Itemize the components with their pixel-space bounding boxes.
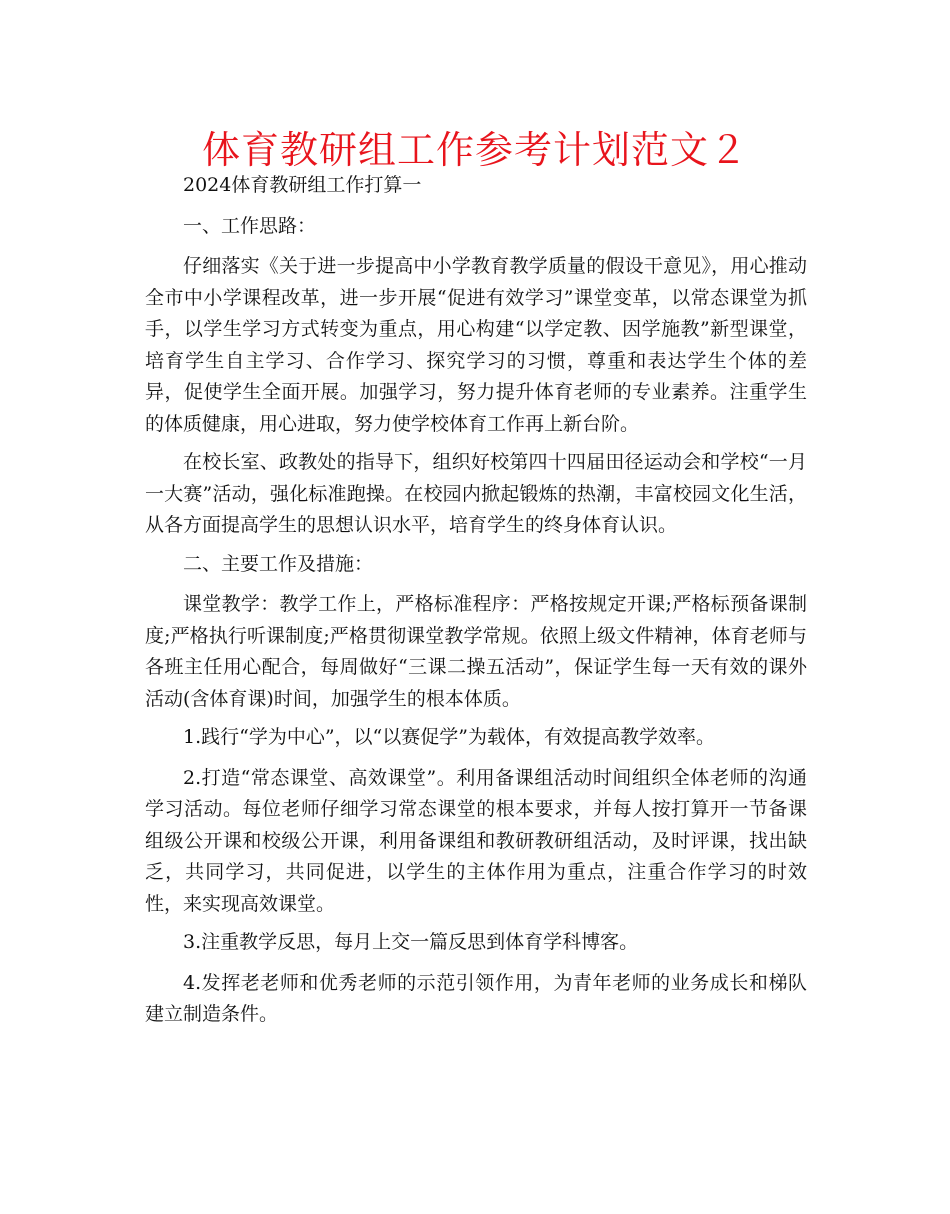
paragraph-list-item: 2.打造“常态课堂、高效课堂”。利用备课组活动时间组织全体老师的沟通学习活动。每位老师仔细学习常态课堂的根本要求，并每人按打算开一节备课组级公开课和校级公开课，利用备课组和教研教研组活动，及时评课，找出缺乏，共同学习，共同促进，以学生的主体作用为重点，注重合作学习的时效性，来实现高效课堂。: [145, 766, 807, 915]
paragraph: 仔细落实《关于进一步提高中小学教育教学质量的假设干意见》，用心推动全市中小学课程改革，进一步开展“促进有效学习”课堂变革，以常态课堂为抓手，以学生学习方式转变为重点，用心构建“以学定教、因学施教”新型课堂，培育学生自主学习、合作学习、探究学习的习惯，尊重和表达学生个体的差异，促使学生全面开展。加强学习，努力提升体育老师的专业素养。注重学生的体质健康，用心进取，努力使学校体育工作再上新台阶。: [145, 255, 807, 435]
paragraph: 课堂教学：教学工作上，严格标准程序：严格按规定开课;严格标预备课制度;严格执行听课制度;严格贯彻课堂教学常规。依照上级文件精神，体育老师与各班主任用心配合，每周做好“三课二操五活动”，保证学生每一天有效的课外活动(含体育课)时间，加强学生的根本体质。: [145, 593, 807, 710]
paragraph-section-heading: 二、主要工作及措施：: [183, 552, 374, 575]
paragraph: 在校长室、政教处的指导下，组织好校第四十四届田径运动会和学校“一月一大赛”活动，强化标准跑操。在校园内掀起锻炼的热潮，丰富校园文化生活，从各方面提高学生的思想认识水平，培育学生的终身体育认识。: [145, 451, 807, 536]
paragraph-list-item: 1.践行“学为中心”，以“以赛促学”为载体，有效提高教学效率。: [183, 726, 715, 748]
paragraph-list-item: 3.注重教学反思，每月上交一篇反思到体育学科博客。: [183, 931, 639, 953]
paragraph-subtitle: 2024体育教研组工作打算一: [183, 174, 422, 196]
paragraph-list-item: 4.发挥老老师和优秀老师的示范引领作用，为青年老师的业务成长和梯队建立制造条件。: [145, 971, 807, 1025]
document-body: [145, 170, 807, 1038]
document-title: 体育教研组工作参考计划范文２: [201, 128, 748, 172]
paragraph-section-heading: 一、工作思路：: [183, 214, 317, 237]
